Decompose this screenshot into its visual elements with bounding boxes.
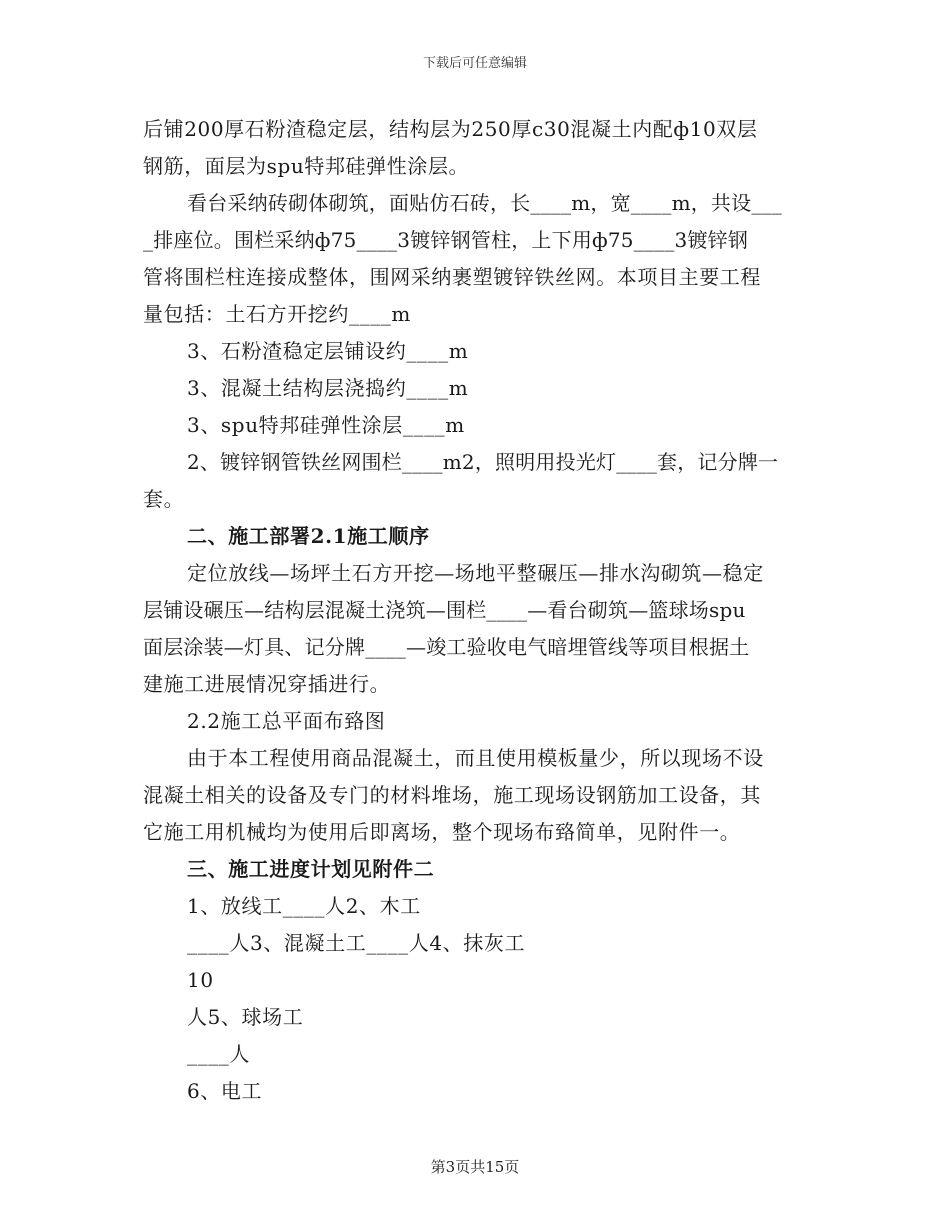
- paragraph-line: 定位放线—场坪土石方开挖—场地平整碾压—排水沟砌筑—稳定: [187, 561, 764, 585]
- list-item: 3、spu特邦硅弹性涂层____m: [187, 413, 465, 437]
- paragraph-line: _排座位。围栏采纳ф75____3镀锌钢管柱，上下用ф75____3镀锌钢: [143, 228, 749, 252]
- subsection-heading: 2.2施工总平面布臵图: [187, 709, 386, 733]
- paragraph-line: 看台采纳砖砌体砌筑，面贴仿石砖，长____m，宽____m，共设___: [187, 191, 782, 215]
- list-item: 10: [187, 968, 214, 992]
- page-footer: 第3页共15页: [430, 1158, 520, 1176]
- paragraph-line: 混凝土相关的设备及专门的材料堆场，施工现场设钢筋加工设备，其: [143, 783, 761, 807]
- document-body: [143, 111, 811, 1110]
- list-item: 人5、球场工: [187, 1005, 304, 1029]
- list-item: 3、石粉渣稳定层铺设约____m: [187, 339, 469, 363]
- paragraph-line: 套。: [143, 487, 185, 511]
- list-item: 2、镀锌钢管铁丝网围栏____m2，照明用投光灯____套，记分牌一: [187, 450, 779, 474]
- section-heading: 二、施工部署2.1施工顺序: [187, 524, 430, 548]
- paragraph-line: 层铺设碾压—结构层混凝土浇筑—围栏____—看台砌筑—篮球场spu: [143, 598, 746, 622]
- paragraph-line: 由于本工程使用商品混凝土，而且使用模板量少，所以现场不设: [187, 746, 764, 770]
- section-heading: 三、施工进度计划见附件二: [187, 857, 435, 881]
- list-item: 6、电工: [187, 1079, 263, 1103]
- paragraph-line: 后铺200厚石粉渣稳定层，结构层为250厚c30混凝土内配ф10双层: [143, 117, 758, 141]
- paragraph-line: 钢筋，面层为spu特邦硅弹性涂层。: [143, 154, 470, 178]
- paragraph-line: 管将围栏柱连接成整体，围网采纳裹塑镀锌铁丝网。本项目主要工程: [143, 265, 761, 289]
- paragraph-line: 它施工用机械均为使用后即离场，整个现场布臵简单，见附件一。: [143, 820, 741, 844]
- list-item: 3、混凝土结构层浇捣约____m: [187, 376, 469, 400]
- page-header: 下载后可任意编辑: [422, 56, 527, 71]
- list-item: ____人3、混凝土工____人4、抹灰工: [187, 931, 526, 955]
- paragraph-line: 建施工进展情况穿插进行。: [143, 672, 391, 696]
- list-item: 1、放线工____人2、木工: [187, 894, 421, 918]
- list-item: ____人: [187, 1042, 250, 1066]
- paragraph-line: 量包括：土石方开挖约____m: [143, 302, 411, 326]
- paragraph-line: 面层涂装—灯具、记分牌____—竣工验收电气暗埋管线等项目根据土: [143, 635, 750, 659]
